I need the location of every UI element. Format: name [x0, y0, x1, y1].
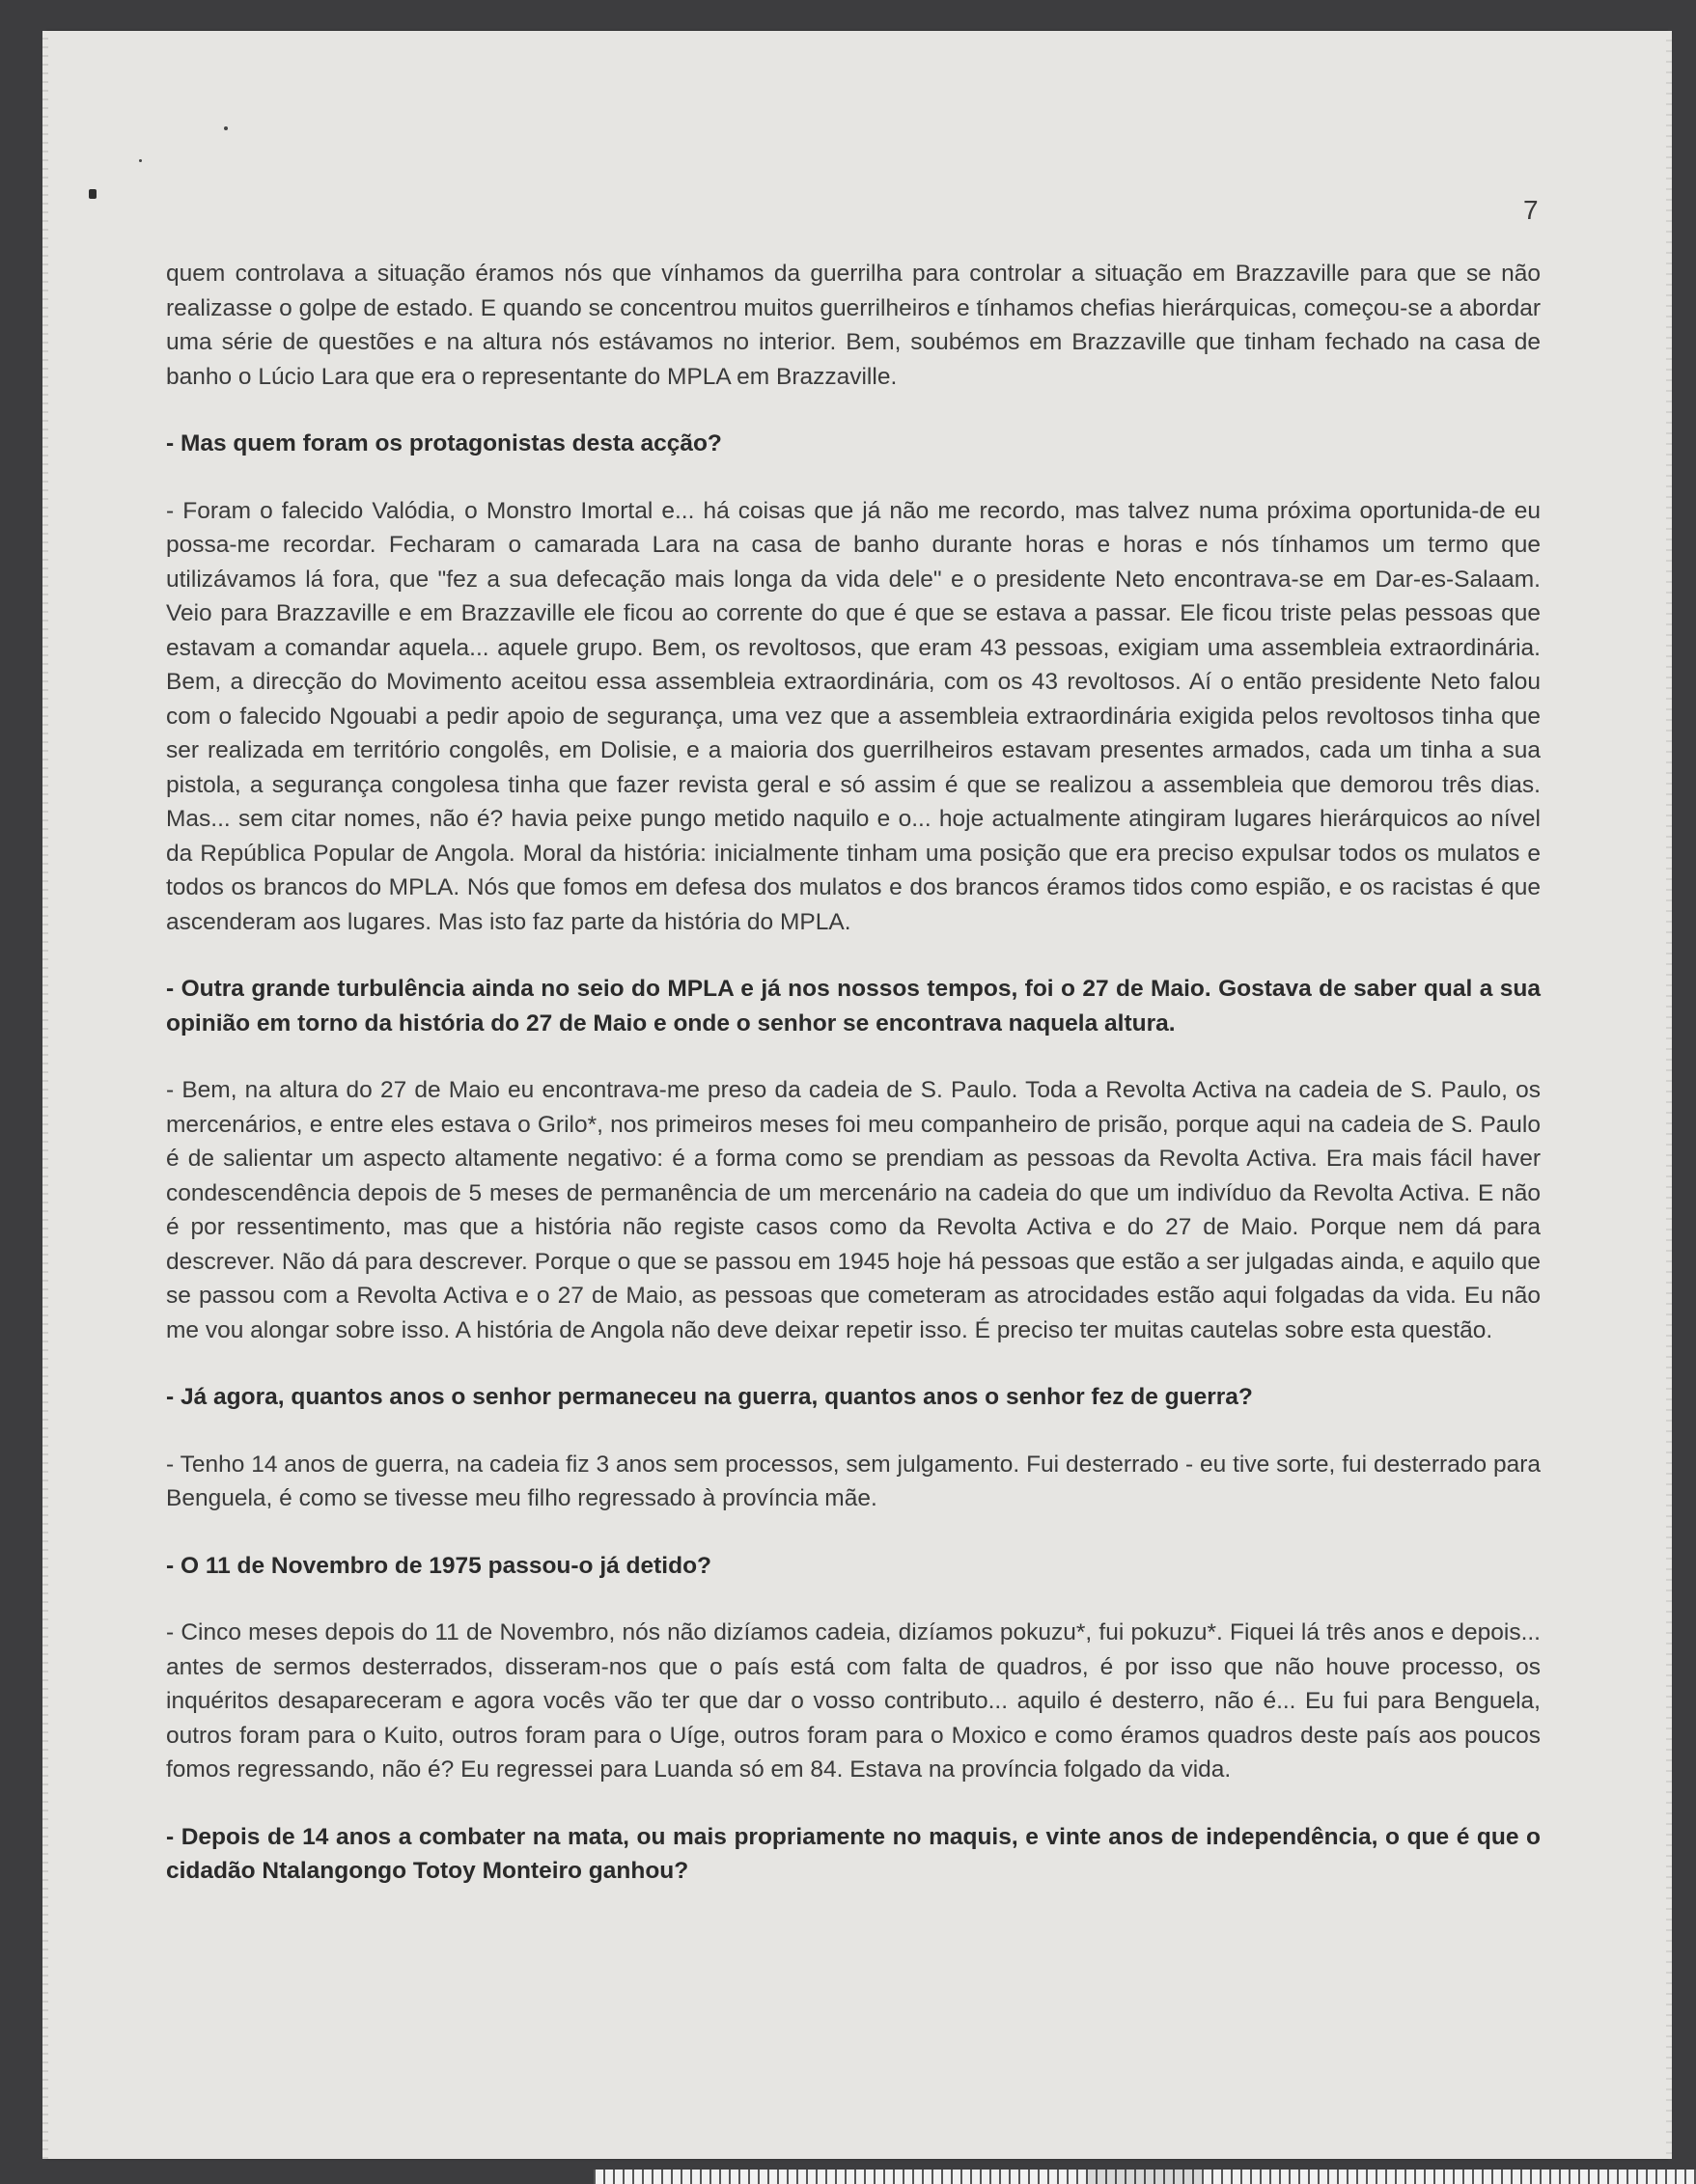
ink-speck [89, 189, 97, 199]
answer-paragraph: - Tenho 14 anos de guerra, na cadeia fiz 3 anos sem processos, sem julgamento. Fui desterrado - eu tive sorte, fui desterrado para Benguela, é como se tivesse meu filho regressado à província mãe. [166, 1451, 1541, 1511]
answer-paragraph: - Bem, na altura do 27 de Maio eu encontrava-me preso da cadeia de S. Paulo. Toda a Revolta Activa na cadeia de S. Paulo, os mercenários, e entre eles estava o Grilo*, nos primeiros meses foi meu companheiro de prisão, porque aqui na cadeia de S. Paulo é de salientar um aspecto altamente negativo: é a forma como se prendiam as pessoas da Revolta Activa. Era mais fácil haver condescendência depois de 5 meses de permanência de um mercenário na cadeia do que um indivíduo da Revolta Activa. E não é por ressentimento, mas que a história não registe casos como da Revolta Activa e do 27 de Maio. Porque nem dá para descrever. Não dá para descrever. Porque o que se passou em 1945 hoje há pessoas que estão a ser julgadas ainda, e aquilo que se passou com a Revolta Activa e o 27 de Maio, as pessoas que cometeram as atrocidades estão aqui folgadas da vida. Eu não me vou alongar sobre isso. A história de Angola não deve deixar repetir isso. É preciso ter muitas cautelas sobre esta questão. [166, 1077, 1541, 1343]
question-paragraph: - Depois de 14 anos a combater na mata, ou mais propriamente no maquis, e vinte anos de independência, o que é que o cidadão Ntalangongo Totoy Monteiro ganhou? [166, 1823, 1541, 1884]
question-paragraph: - O 11 de Novembro de 1975 passou-o já detido? [166, 1552, 712, 1579]
scan-ruler [594, 2170, 1696, 2184]
ink-speck [224, 126, 228, 130]
ink-speck [139, 159, 142, 162]
interview-text [166, 257, 1541, 1921]
ruler-ticks [594, 2170, 1696, 2184]
answer-paragraph: quem controlava a situação éramos nós que vínhamos da guerrilha para controlar a situação em Brazzaville para que se não realizasse o golpe de estado. E quando se concentrou muitos guerrilheiros e tínhamos chefias hierárquicas, começou-se a abordar uma série de questões e na altura nós estávamos no interior. Bem, soubémos em Brazzaville que tinham fechado na casa de banho o Lúcio Lara que era o representante do MPLA em Brazzaville. [166, 261, 1541, 390]
question-paragraph: - Mas quem foram os protagonistas desta acção? [166, 430, 722, 456]
page-number: 7 [1523, 195, 1539, 225]
question-paragraph: - Já agora, quantos anos o senhor permaneceu na guerra, quantos anos o senhor fez de guerra? [166, 1384, 1253, 1410]
question-paragraph: - Outra grande turbulência ainda no seio do MPLA e já nos nossos tempos, foi o 27 de Maio. Gostava de saber qual a sua opinião em torno da história do 27 de Maio e onde o senhor se encontrava naquela altura. [166, 976, 1541, 1037]
answer-paragraph: - Foram o falecido Valódia, o Monstro Imortal e... há coisas que já não me recordo, mas talvez numa próxima oportunida-de eu possa-me recordar. Fecharam o camarada Lara na casa de banho durante horas e horas e nós tínhamos um termo que utilizávamos lá fora, que "fez a sua defecação mais longa da vida dele" e o presidente Neto encontrava-se em Dar-es-Salaam. Veio para Brazzaville e em Brazzaville ele ficou ao corrente do que é que se estava a passar. Ele ficou triste pelas pessoas que estavam a comandar aquela... aquele grupo. Bem, os revoltosos, que eram 43 pessoas, exigiam uma assembleia extraordinária. Bem, a direcção do Movimento aceitou essa assembleia extraordinária, com os 43 revoltosos. Aí o então presidente Neto falou com o falecido Ngouabi a pedir apoio de segurança, uma vez que a assembleia extraordinária exigida pelos revoltosos tinha que ser realizada em território congolês, em Dolisie, e a maioria dos guerrilheiros estavam presentes armados, cada um tinha a sua pistola, a segurança congolesa tinha que fazer revista geral e só assim é que se realizou a assembleia que demorou três dias. Mas... sem citar nomes, não é? havia peixe pungo metido naquilo e o... hoje actualmente atingiram lugares hierárquicos ao nível da República Popular de Angola. Moral da história: inicialmente tinham uma posição que era preciso expulsar todos os mulatos e todos os brancos do MPLA. Nós que fomos em defesa dos mulatos e dos brancos éramos tidos como espião, e os racistas é que ascenderam aos lugares. Mas isto faz parte da história do MPLA. [166, 497, 1541, 935]
answer-paragraph: - Cinco meses depois do 11 de Novembro, nós não dizíamos cadeia, dizíamos pokuzu*, fui pokuzu*. Fiquei lá três anos e depois... antes de sermos desterrados, disseram-nos que o país está com falta de quadros, é por isso que não houve processo, os inquéritos desapareceram e agora vocês vão ter que dar o vosso contributo... aquilo é desterro, não é... Eu fui para Benguela, outros foram para o Kuito, outros foram para o Uíge, outros foram para o Moxico e como éramos quadros deste país aos poucos fomos regressando, não é? Eu regressei para Luanda só em 84. Estava na província folgado da vida. [166, 1619, 1541, 1783]
